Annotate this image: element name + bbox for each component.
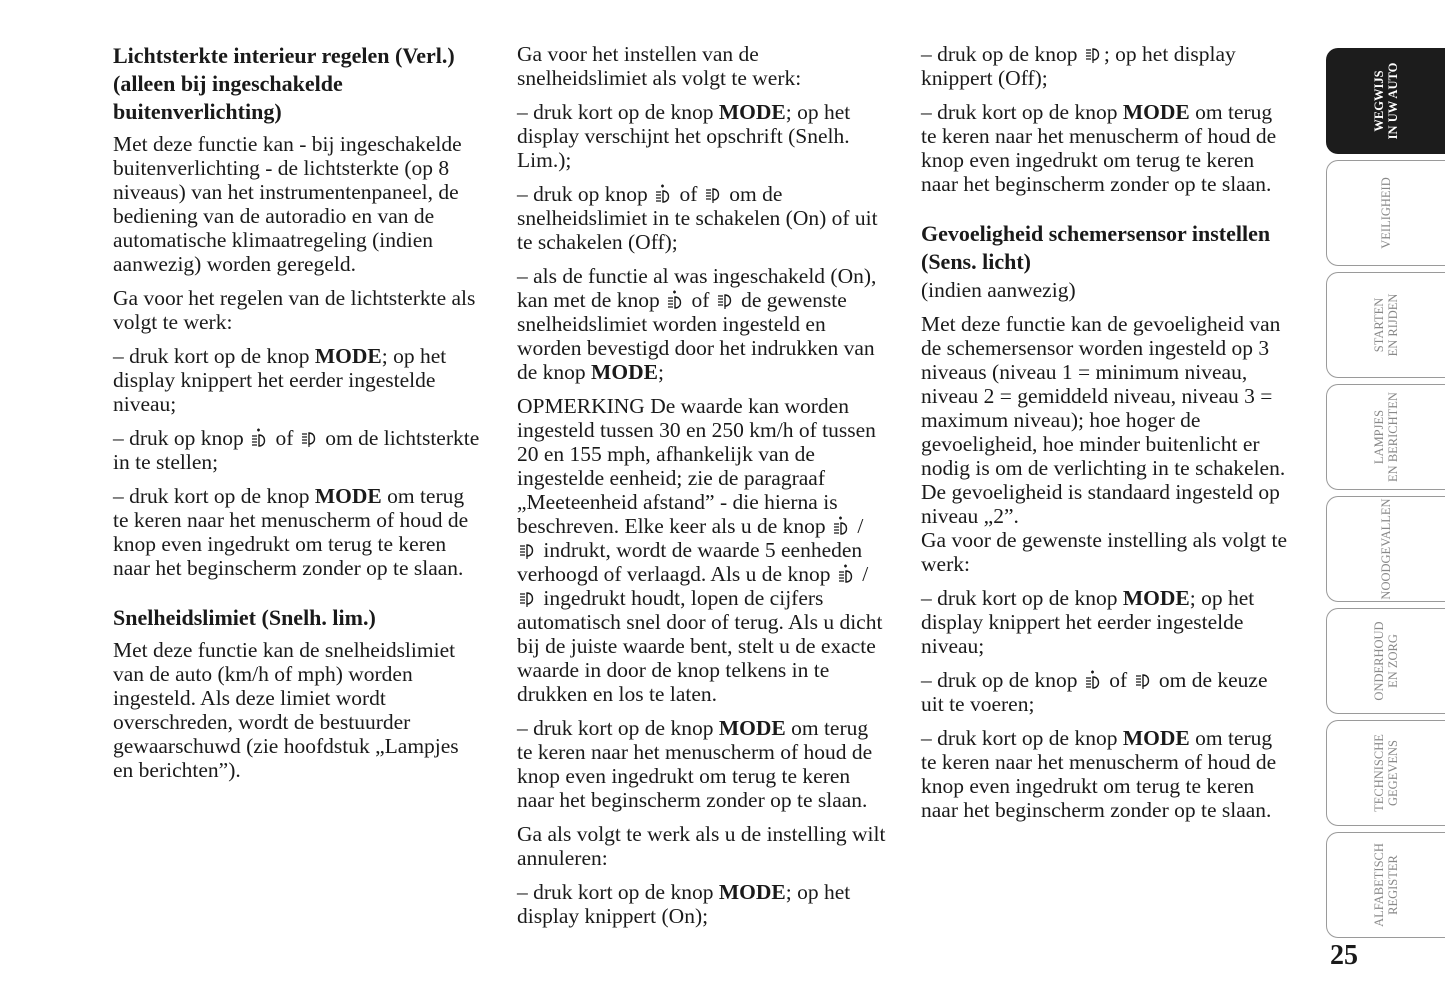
paragraph: Ga als volgt te werk als u de instelling wilt annuleren: [517,822,886,870]
tab-lampjes[interactable]: LAMPJES EN BERICHTEN [1326,384,1445,490]
lamp-plus-icon [838,564,855,584]
step-item: – druk kort op de knop MODE; op het display knippert het eerder ingestelde niveau; [921,586,1255,658]
step-item: – druk kort op de knop MODE om terug te keren naar het menuscherm of houd de knop even ingedrukt om terug te keren naar het beginscherm zonder op te slaan. [921,100,1277,196]
lamp-minus-icon [1085,44,1102,64]
tab-alfabetisch-register[interactable]: ALFABETISCH REGISTER [1326,832,1445,938]
step-item: – druk kort op de knop MODE om terug te keren naar het menuscherm of houd de knop even ingedrukt om terug te keren naar het beginscherm zonder op te slaan. [921,726,1277,822]
section-heading-speed-limit: Snelheidslimiet (Snelh. lim.) [113,605,376,630]
text-column-3 [921,42,1291,822]
step-item: – druk op de knop ; op het display knippert (Off); [921,42,1236,90]
lamp-minus-icon [717,290,734,310]
section-heading-interior-brightness: Lichtsterkte interieur regelen (Verl.) (alleen bij ingeschakelde buitenverlichting) [113,43,455,124]
lamp-plus-icon [667,290,684,310]
mode-keyword: MODE [314,344,382,368]
step-item: – druk kort op de knop MODE om terug te keren naar het menuscherm of houd de knop even ingedrukt om terug te keren naar het beginscherm zonder op te slaan. [113,484,469,580]
mode-keyword: MODE [1122,586,1190,610]
step-item: – druk op knop of om de snelheidslimiet in te schakelen (On) of uit te schakelen (Off); [517,182,878,254]
paragraph: Met deze functie kan de gevoeligheid van de schemersensor worden ingesteld op 3 niveaus (niveau 1 = minimum niveau, niveau 2 = gemiddeld niveau, niveau 3 = maximum niveau); hoe hoger de gevoeligheid, hoe minder buitenlicht er nodig is om de verlichting in te schakelen. De gevoeligheid is standaard ingesteld op niveau „2”. [921,312,1286,528]
paragraph: Ga voor het regelen van de lichtsterkte als volgt te werk: [113,286,476,334]
mode-keyword: MODE [718,880,786,904]
paragraph: Met deze functie kan - bij ingeschakelde buitenverlichting - de lichtsterkte (op 8 niveaus) van het instrumentenpaneel, de bediening van de autoradio en van de automatische klimaatregeling (indien aanwezig) worden geregeld. [113,132,462,276]
paragraph: Ga voor het instellen van de snelheidslimiet als volgt te werk: [517,42,802,90]
mode-keyword: MODE [1122,100,1190,124]
text-column-1 [113,42,483,792]
paragraph: Met deze functie kan de snelheidslimiet van de auto (km/h of mph) worden ingesteld. Als deze limiet wordt overschreden, wordt de bestuurder gewaarschuwd (zie hoofdstuk „Lampjes en berichten”). [113,638,459,782]
tab-veiligheid[interactable]: VEILIGHEID [1326,160,1445,266]
lamp-minus-icon [301,428,318,448]
tab-noodgevallen[interactable]: NOODGEVALLEN [1326,496,1445,602]
lamp-plus-icon [833,516,850,536]
step-item: – druk op de knop of om de keuze uit te voeren; [921,668,1268,716]
step-item: – druk kort op de knop MODE; op het display knippert het eerder ingestelde niveau; [113,344,447,416]
tab-starten[interactable]: STARTEN EN RIJDEN [1326,272,1445,378]
mode-keyword: MODE [314,484,382,508]
mode-keyword: MODE [1122,726,1190,750]
step-item: – druk kort op de knop MODE; op het display knippert (On); [517,880,851,928]
chapter-tabs [1326,48,1445,948]
step-item: – druk kort op de knop MODE; op het display verschijnt het opschrift (Snelh. Lim.); [517,100,851,172]
lamp-minus-icon [1135,670,1152,690]
text-column-2 [517,42,887,928]
note-paragraph: OPMERKING De waarde kan worden ingesteld tussen 30 en 250 km/h of tussen 20 en 155 mph, afhankelijk van de ingestelde eenheid; zie de paragraaf „Meeteenheid afstand” - die hierna is beschreven. Elke keer als u de knop / indrukt, wordt de waarde 5 eenheden verhoogd of verlaagd. Als u de knop / ingedrukt houdt, lopen de cijfers automatisch snel door of terug. Als u dicht bij de juiste waarde bent, stelt u de exacte waarde in door de knop telkens in te drukken en los te laten. [517,394,883,706]
tab-wegwijs[interactable]: WEGWIJS IN UW AUTO [1326,48,1445,154]
mode-keyword: MODE [591,360,658,384]
lamp-minus-icon [519,588,536,608]
step-item: – als de functie al was ingeschakeld (On), kan met de knop of de gewenste snelheidslimiet worden ingesteld en worden bevestigd door het indrukken van de knop MODE; [517,264,877,384]
subheading-if-present: (indien aanwezig) [921,278,1076,302]
lamp-minus-icon [519,540,536,560]
lamp-plus-icon [1085,670,1102,690]
step-item: – druk op knop of om de lichtsterkte in te stellen; [113,426,480,474]
lamp-plus-icon [251,428,268,448]
step-item: – druk kort op de knop MODE om terug te keren naar het menuscherm of houd de knop even ingedrukt om terug te keren naar het beginscherm zonder op te slaan. [517,716,873,812]
tab-onderhoud[interactable]: ONDERHOUD EN ZORG [1326,608,1445,714]
mode-keyword: MODE [718,100,786,124]
section-heading-twilight-sensor: Gevoeligheid schemersensor instellen (Sens. licht) [921,221,1271,274]
tab-technische-gegevens[interactable]: TECHNISCHE GEGEVENS [1326,720,1445,826]
lamp-plus-icon [655,184,672,204]
mode-keyword: MODE [718,716,786,740]
lamp-minus-icon [705,184,722,204]
page-number: 25 [1330,940,1358,971]
paragraph: Ga voor de gewenste instelling als volgt te werk: [921,528,1288,576]
